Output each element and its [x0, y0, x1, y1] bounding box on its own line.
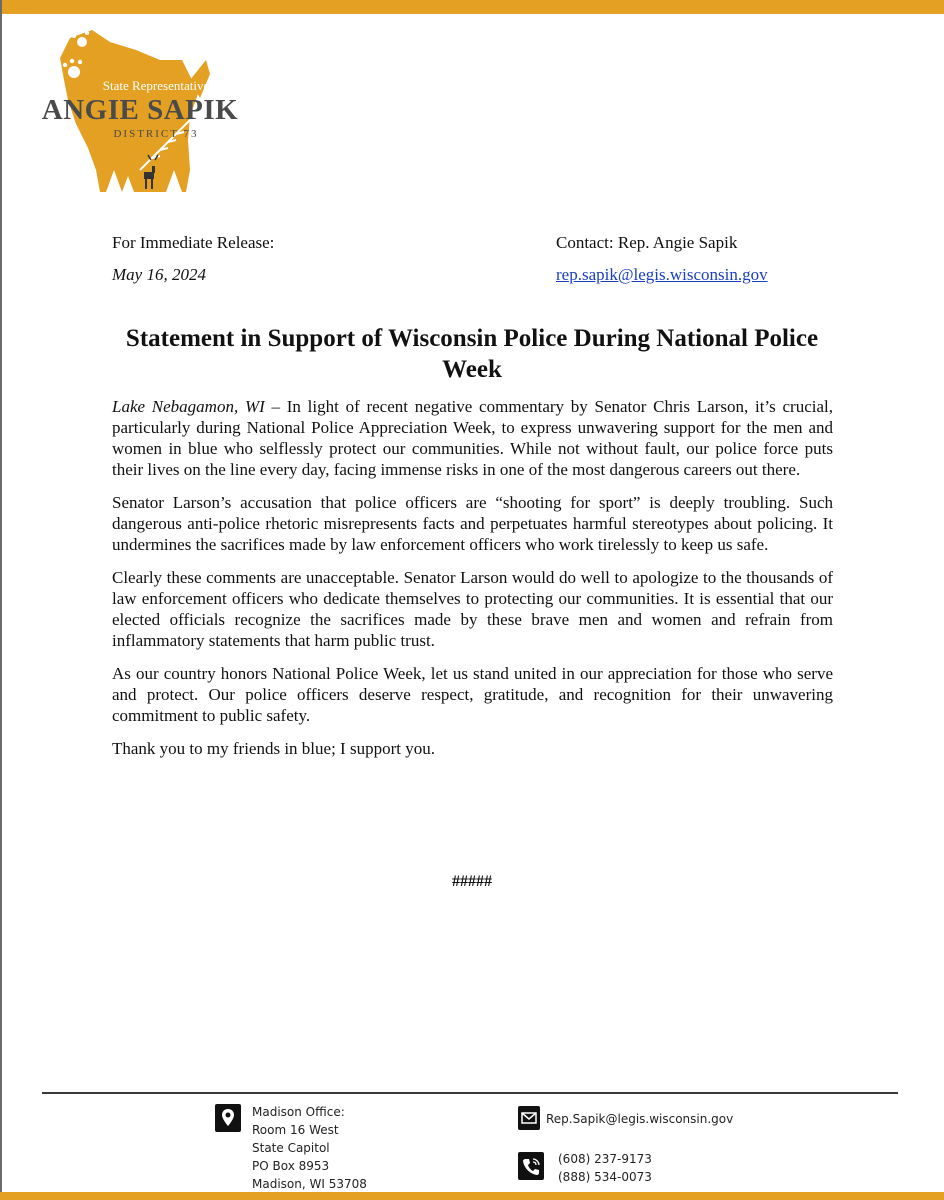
- paragraph-5: Thank you to my friends in blue; I support you.: [112, 739, 435, 758]
- logo-district: DISTRICT 73: [113, 128, 199, 140]
- mail-icon: [518, 1106, 540, 1130]
- release-date: May 16, 2024: [112, 265, 206, 284]
- release-label: For Immediate Release:: [112, 233, 275, 252]
- footer-divider: [42, 1092, 898, 1094]
- left-edge-line: [0, 0, 2, 1200]
- logo-name: ANGIE SAPIK: [41, 94, 239, 126]
- phone-icon: [518, 1152, 544, 1180]
- address-line: Madison, WI 53708: [252, 1177, 367, 1191]
- logo-subtitle: State Representative: [102, 78, 210, 93]
- end-mark: #####: [452, 873, 492, 890]
- wisconsin-map-logo-icon: [40, 20, 240, 198]
- address-line: State Capitol: [252, 1141, 330, 1155]
- paragraph-2: Senator Larson’s accusation that police officers are “shooting for sport” is deeply troubling. Such dangerous anti-police rhetoric misrepresents facts and perpetuates harmful stereotypes about policing. It undermines the sacrifices made by law enforcement officers who work tirelessly to keep us safe.: [112, 493, 833, 554]
- address-line: Madison Office:: [252, 1105, 345, 1119]
- contact-email-link[interactable]: rep.sapik@legis.wisconsin.gov: [556, 265, 768, 284]
- contact-label: Contact: Rep. Angie Sapik: [556, 233, 738, 252]
- dateline: Lake Nebagamon, WI: [112, 397, 265, 416]
- release-info: [112, 233, 274, 285]
- phone-number[interactable]: (608) 237-9173: [558, 1152, 652, 1166]
- footer-email[interactable]: Rep.Sapik@legis.wisconsin.gov: [546, 1112, 734, 1126]
- phone-number[interactable]: (888) 534-0073: [558, 1170, 652, 1184]
- paragraph-1: [112, 396, 833, 480]
- statement-body: [112, 396, 833, 771]
- address-line: PO Box 8953: [252, 1159, 330, 1173]
- top-accent-bar: [0, 0, 944, 14]
- paragraph-4: As our country honors National Police Week, let us stand united in our appreciation for those who serve and protect. Our police officers deserve respect, gratitude, and recognition for their unwavering commitment to public safety.: [112, 664, 833, 725]
- madison-office-address: [252, 1103, 367, 1193]
- paragraph-3: Clearly these comments are unacceptable. Senator Larson would do well to apologize to the thousands of law enforcement officers who dedicate themselves to protecting our communities. It is essential that our elected officials recognize the sacrifices made by these brave men and women and refrain from inflammatory statements that harm public trust.: [112, 568, 833, 650]
- address-line: Room 16 West: [252, 1123, 339, 1137]
- footer-phones: [558, 1150, 652, 1186]
- statement-title: Statement in Support of Wisconsin Police During National Police Week: [125, 325, 819, 383]
- contact-info: [556, 233, 768, 285]
- paragraph-1-text: – In light of recent negative commentary by Senator Chris Larson, it’s crucial, particularly during National Police Appreciation Week, to express unwavering support for the men and women in blue who selflessly protect our communities. While not without fault, our police force puts their lives on the line every day, facing immense risks in one of the most dangerous careers out there.: [112, 397, 833, 479]
- bottom-accent-bar: [0, 1192, 944, 1200]
- location-pin-icon: [215, 1104, 241, 1132]
